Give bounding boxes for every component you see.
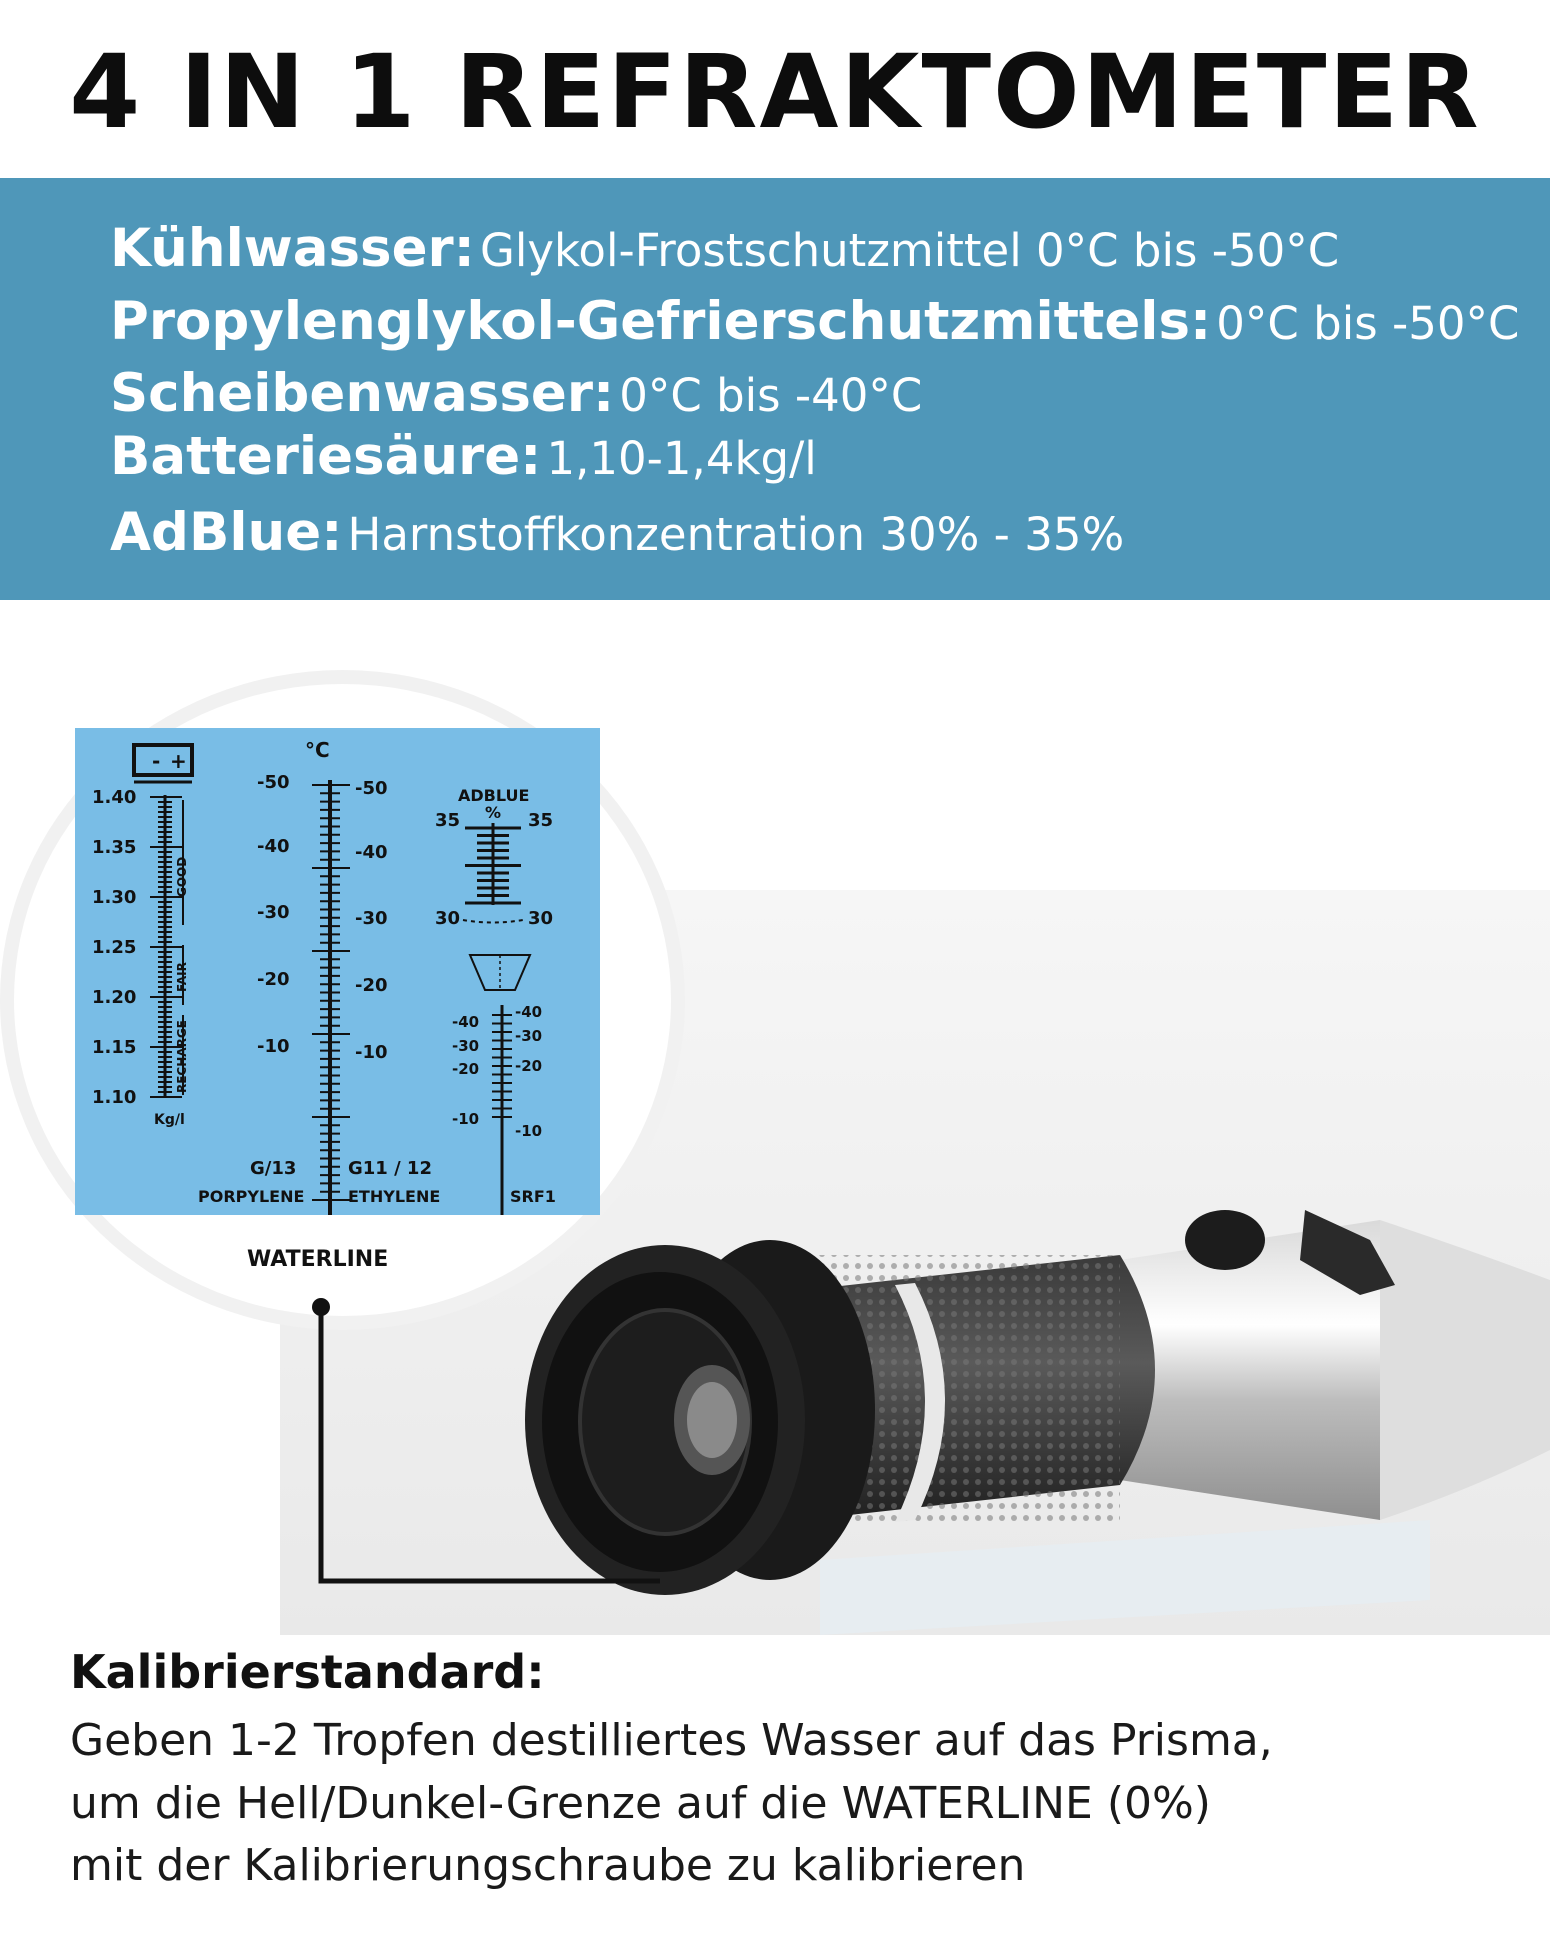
spec-key: Propylenglykol-Gefrierschutzmittels: [110,291,1212,352]
adblue-top-right-label: 35 [528,810,554,831]
svg-text:-: - [152,749,161,773]
glycol-left-tick-label: -40 [257,836,290,857]
g1112-label: G11 / 12 [348,1158,432,1179]
srf-right-tick-label: -30 [515,1027,543,1045]
glycol-right-tick-label: -10 [355,1042,388,1063]
battery-tick-label: 1.35 [92,837,137,858]
glycol-right-tick-label: -30 [355,908,388,929]
spec-value: 0°C bis -40°C [619,369,923,422]
zone-recharge-label: RECHARGE [175,1020,189,1093]
g13-label: G/13 [250,1158,297,1179]
glycol-right-tick-label: -50 [355,778,388,799]
glycol-left-tick-label: -20 [257,969,290,990]
adblue-percent-label: % [485,803,502,822]
ethylene-label: ETHYLENE [348,1187,441,1206]
calibration-line: Geben 1-2 Tropfen destilliertes Wasser auf das Prisma, [70,1715,1273,1766]
calibration-line: mit der Kalibrierungschraube zu kalibrieren [70,1840,1026,1891]
zone-good-label: GOOD [175,856,189,897]
battery-tick-label: 1.20 [92,987,137,1008]
srf-label: SRF1 [510,1187,556,1206]
spec-value: 0°C bis -50°C [1216,297,1520,350]
spec-value: Harnstoffkonzentration 30% - 35% [347,508,1125,561]
zone-fair-label: FAIR [175,962,189,992]
srf-right-tick-label: -10 [515,1122,543,1140]
srf-left-tick-label: -10 [452,1110,480,1128]
spec-key: Kühlwasser: [110,218,475,279]
glycol-right-tick-label: -40 [355,842,388,863]
adblue-top-left-label: 35 [435,810,461,831]
srf-right-tick-label: -20 [515,1057,543,1075]
page-title: 4 IN 1 REFRAKTOMETER [69,33,1481,152]
celsius-label: °C [305,738,330,762]
glycol-left-tick-label: -10 [257,1036,290,1057]
battery-unit-label: Kg/l [154,1112,185,1128]
spec-value: Glykol-Frostschutzmittel 0°C bis -50°C [479,224,1340,277]
srf-left-tick-label: -30 [452,1037,480,1055]
calibration-line: um die Hell/Dunkel-Grenze auf die WATERLINE (0%) [70,1778,1211,1829]
battery-tick-label: 1.25 [92,937,137,958]
glycol-left-tick-label: -50 [257,772,290,793]
glycol-left-tick-label: -30 [257,902,290,923]
srf-left-tick-label: -40 [452,1013,480,1031]
calibration-heading: Kalibrierstandard: [70,1645,545,1699]
srf-right-tick-label: -40 [515,1003,543,1021]
adblue-title-label: ADBLUE [458,786,530,805]
adblue-bottom-left-label: 30 [435,908,461,929]
adblue-bottom-right-label: 30 [528,908,554,929]
srf-left-tick-label: -20 [452,1060,480,1078]
propylene-label: PORPYLENE [198,1187,305,1206]
spec-key: Scheibenwasser: [110,363,615,424]
battery-tick-label: 1.10 [92,1087,137,1108]
battery-tick-label: 1.30 [92,887,137,908]
svg-text:+: + [170,749,187,773]
spec-value: 1,10-1,4kg/l [546,432,817,485]
battery-tick-label: 1.40 [92,787,137,808]
battery-tick-label: 1.15 [92,1037,137,1058]
spec-key: Batteriesäure: [110,426,542,487]
waterline-label: WATERLINE [247,1247,389,1272]
waterline-leader [321,1307,660,1581]
glycol-right-tick-label: -20 [355,975,388,996]
spec-key: AdBlue: [110,502,343,563]
